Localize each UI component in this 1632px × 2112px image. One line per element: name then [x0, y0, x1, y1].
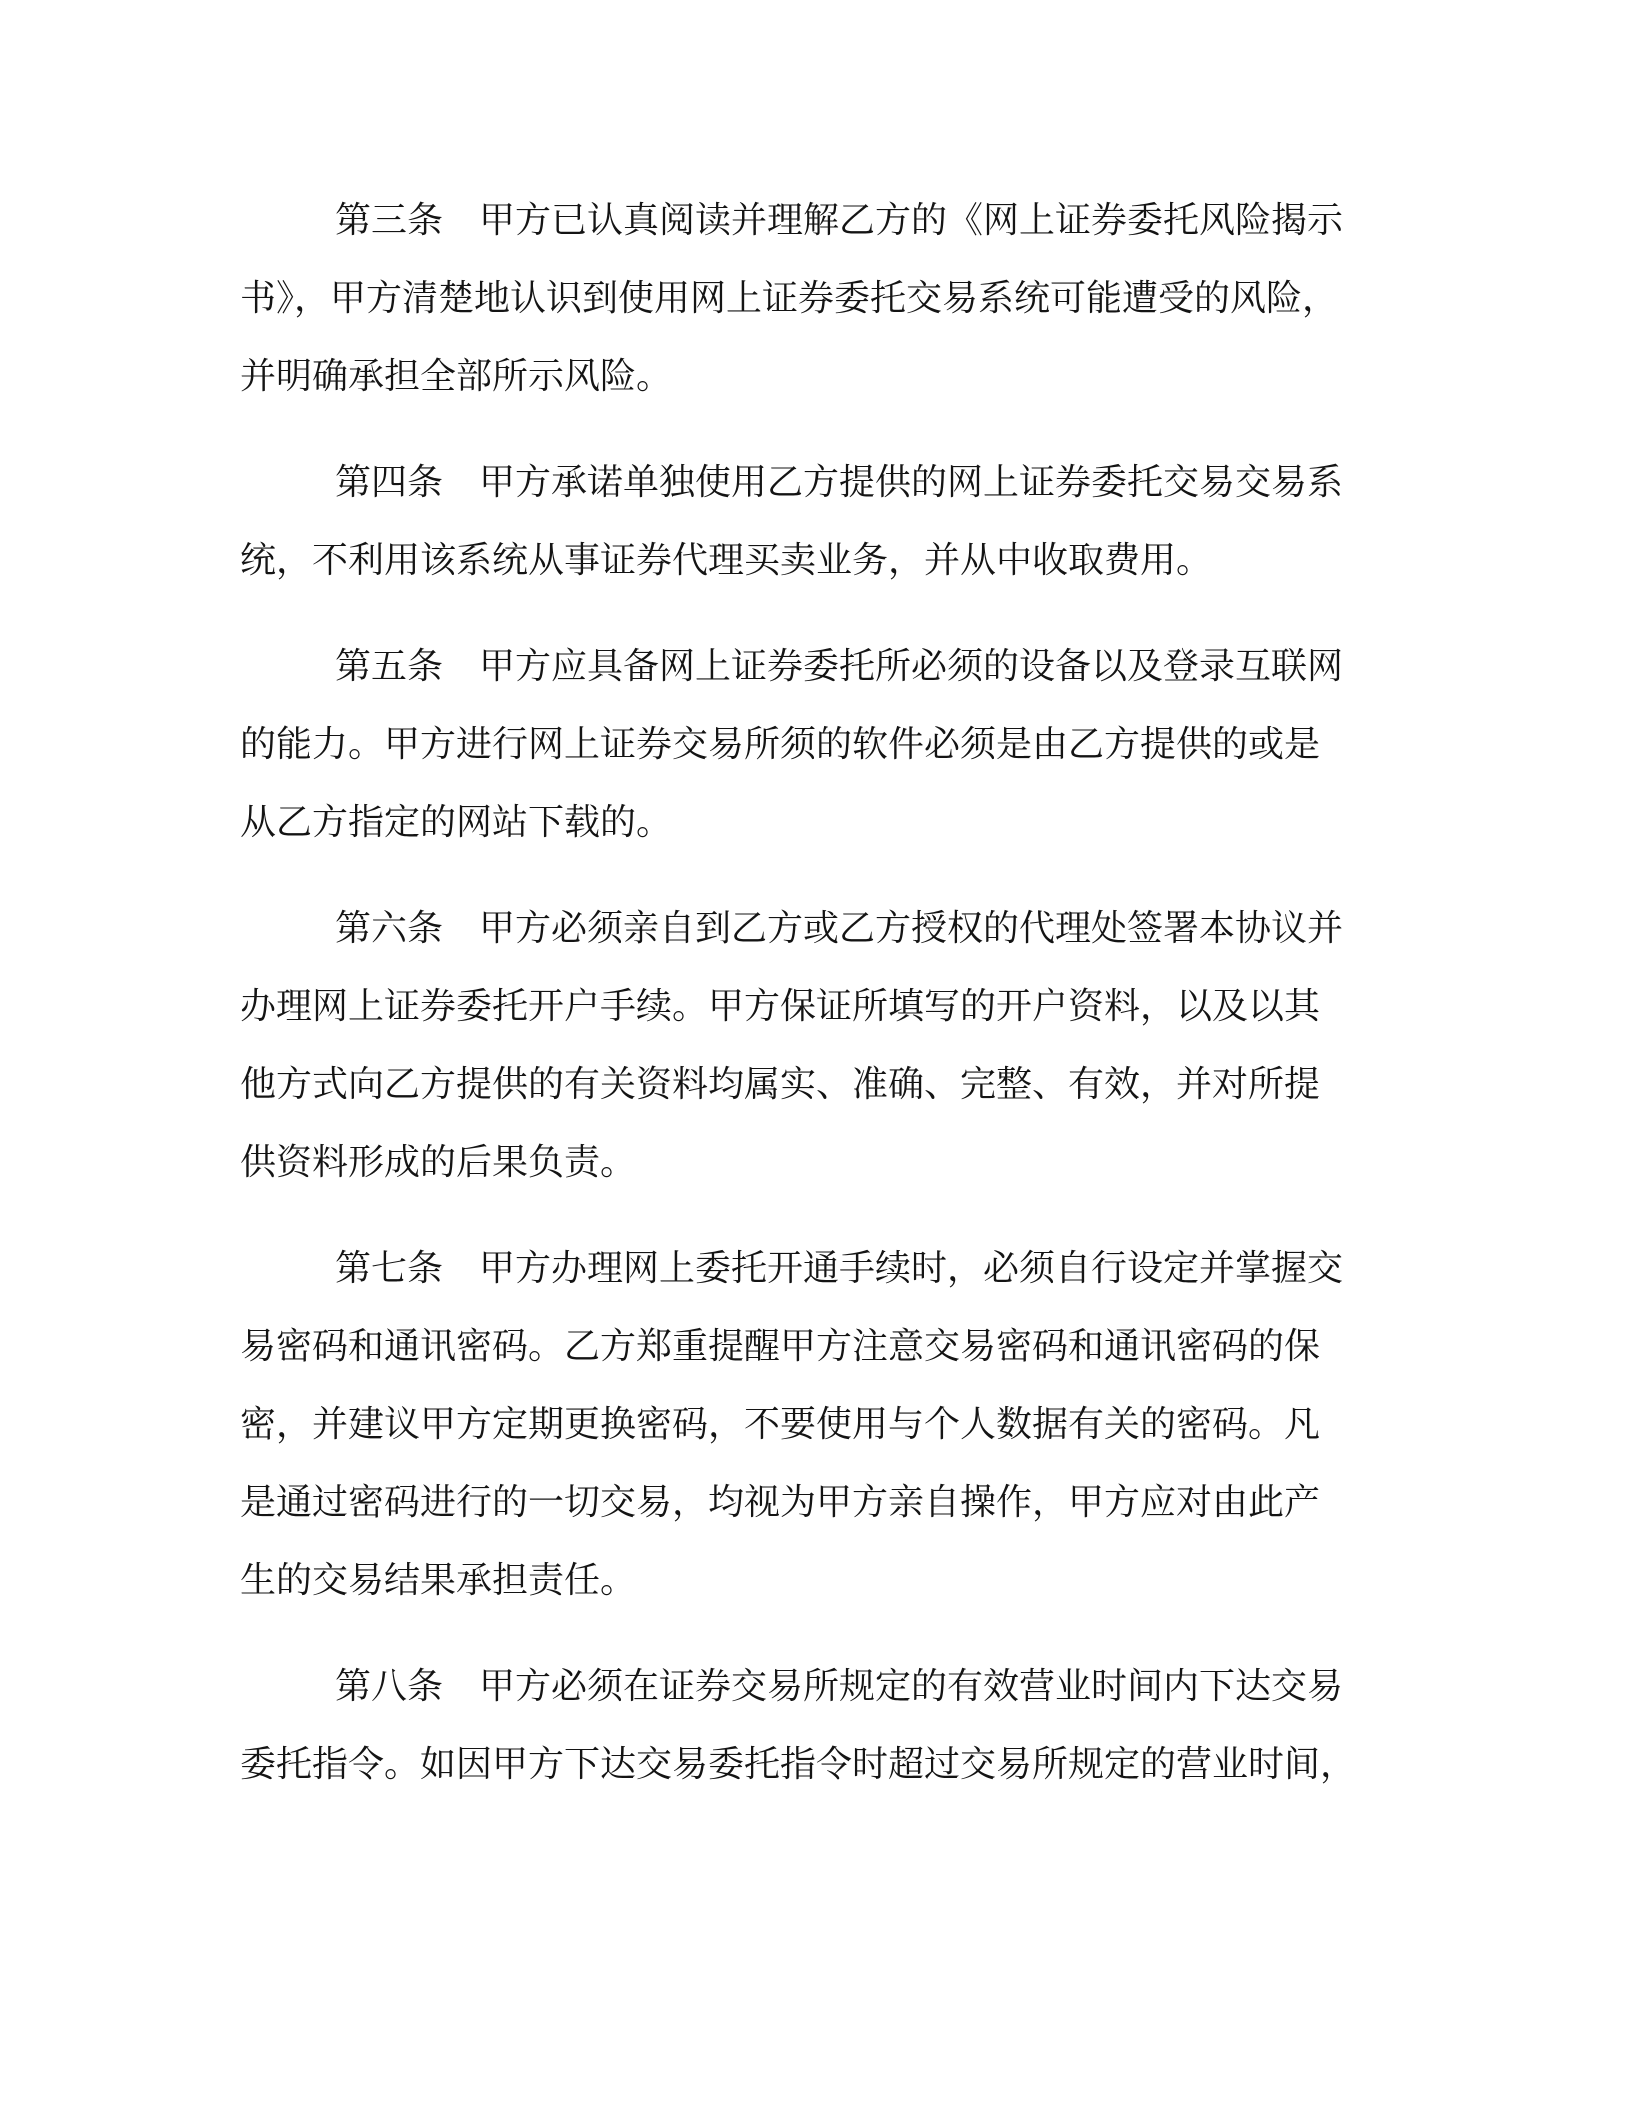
article-text: 办理网上证券委托开户手续。甲方保证所填写的开户资料，以及以其	[240, 986, 1321, 1027]
document-body	[240, 182, 1380, 1804]
article-first-line	[240, 444, 1380, 522]
article-text: 甲方承诺单独使用乙方提供的网上证券委托交易交易系	[479, 462, 1344, 503]
article-5	[240, 628, 1380, 862]
article-text: 并明确承担全部所示风险。	[240, 356, 673, 397]
article-number: 第四条	[335, 462, 444, 503]
article-first-line	[240, 890, 1380, 968]
article-text: 甲方已认真阅读并理解乙方的《网上证券委托风险揭示	[479, 200, 1344, 241]
article-text: 生的交易结果承担责任。	[240, 1560, 637, 1601]
paragraph-gap	[240, 1620, 1380, 1648]
article-number: 第三条	[335, 200, 444, 241]
article-text: 他方式向乙方提供的有关资料均属实、准确、完整、有效，并对所提	[240, 1064, 1321, 1105]
article-first-line	[240, 1648, 1380, 1726]
paragraph-gap	[240, 416, 1380, 444]
article-number: 第五条	[335, 646, 444, 687]
article-first-line	[240, 628, 1380, 706]
paragraph-gap	[240, 862, 1380, 890]
article-4	[240, 444, 1380, 600]
article-text: 供资料形成的后果负责。	[240, 1142, 637, 1183]
article-text: 甲方办理网上委托开通手续时，必须自行设定并掌握交	[479, 1248, 1344, 1289]
article-number: 第七条	[335, 1248, 444, 1289]
article-text: 甲方必须亲自到乙方或乙方授权的代理处签署本协议并	[479, 908, 1344, 949]
article-text: 密，并建议甲方定期更换密码，不要使用与个人数据有关的密码。凡	[240, 1404, 1321, 1445]
article-first-line	[240, 182, 1380, 260]
article-text: 统，不利用该系统从事证券代理买卖业务，并从中收取费用。	[240, 540, 1213, 581]
article-7	[240, 1230, 1380, 1620]
article-first-line	[240, 1230, 1380, 1308]
article-text: 委托指令。如因甲方下达交易委托指令时超过交易所规定的营业时间，	[240, 1744, 1357, 1785]
article-text: 易密码和通讯密码。乙方郑重提醒甲方注意交易密码和通讯密码的保	[240, 1326, 1321, 1367]
article-number: 第八条	[335, 1666, 444, 1707]
article-text: 从乙方指定的网站下载的。	[240, 802, 673, 843]
article-text: 的能力。甲方进行网上证券交易所须的软件必须是由乙方提供的或是	[240, 724, 1321, 765]
article-text: 书》，甲方清楚地认识到使用网上证券委托交易系统可能遭受的风险，	[240, 278, 1339, 319]
article-text: 是通过密码进行的一切交易，均视为甲方亲自操作，甲方应对由此产	[240, 1482, 1321, 1523]
article-6	[240, 890, 1380, 1202]
article-3	[240, 182, 1380, 416]
article-8	[240, 1648, 1380, 1804]
article-text: 甲方必须在证券交易所规定的有效营业时间内下达交易	[479, 1666, 1344, 1707]
paragraph-gap	[240, 1202, 1380, 1230]
paragraph-gap	[240, 600, 1380, 628]
article-number: 第六条	[335, 908, 444, 949]
article-text: 甲方应具备网上证券委托所必须的设备以及登录互联网	[479, 646, 1344, 687]
